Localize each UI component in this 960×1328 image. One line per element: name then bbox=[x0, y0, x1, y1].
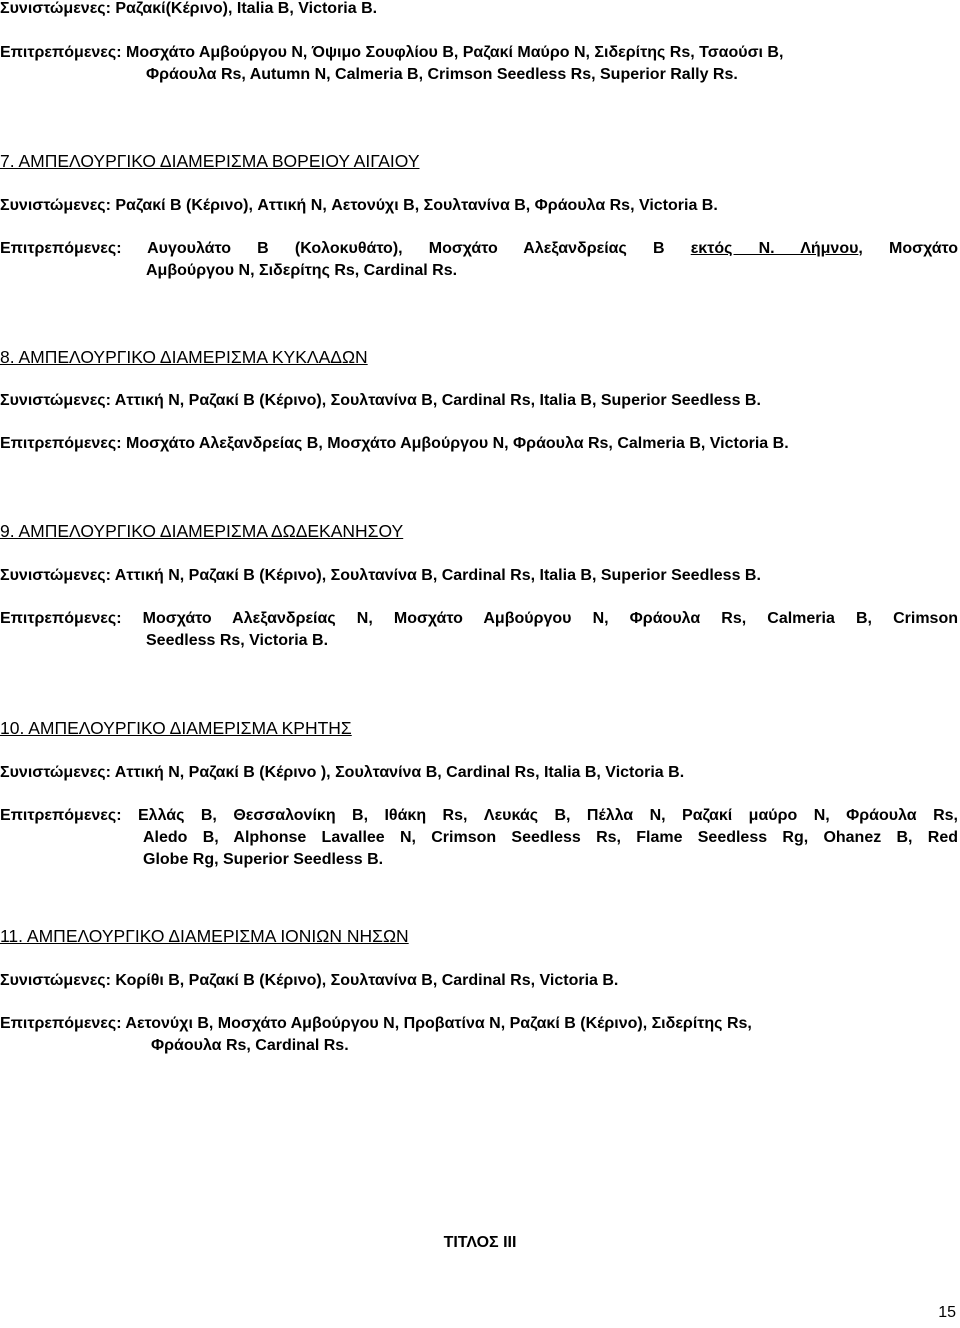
recommended-label: Συνιστώμενες: bbox=[0, 567, 111, 584]
recommended-varieties: Αττική N, Ραζακί B (Κέρινο), Σουλτανίνα B, Cardinal Rs, Italia B, Superior Seedless B. bbox=[110, 392, 761, 409]
recommended-label: Συνιστώμενες: bbox=[0, 764, 111, 781]
recommended-label: Συνιστώμενες: bbox=[0, 972, 111, 989]
recommended-varieties: Ραζακί B (Κέρινο), Αττική N, Αετονύχι B, Σουλτανίνα B, Φράουλα Rs, Victoria B. bbox=[110, 197, 718, 214]
permitted-label: Επιτρεπόμενες: bbox=[0, 435, 122, 452]
permitted-label: Επιτρεπόμενες: bbox=[0, 44, 122, 61]
intro-recommended bbox=[0, 0, 958, 20]
section-heading-11: 11. ΑΜΠΕΛΟΥΡΓΙΚΟ ΔΙΑΜΕΡΙΣΜΑ ΙΟΝΙΩΝ ΝΗΣΩΝ bbox=[0, 926, 409, 946]
section-10-permitted-line2: Aledo B, Alphonse Lavallee N, Crimson Seedless Rs, Flame Seedless Rg, Ohanez B, Red bbox=[143, 829, 958, 846]
recommended-label: Συνιστώμενες: bbox=[0, 0, 111, 17]
section-7-permitted-line2: Αμβούργου N, Σιδερίτης Rs, Cardinal Rs. bbox=[146, 262, 458, 279]
section-heading-7: 7. ΑΜΠΕΛΟΥΡΓΙΚΟ ΔΙΑΜΕΡΙΣΜΑ ΒΟΡΕΙΟΥ ΑΙΓΑΙΟΥ bbox=[0, 151, 420, 171]
section-7-permitted-line1: Επιτρεπόμενες: Αυγουλάτο B (Κολοκυθάτο), Μοσχάτο Αλεξανδρείας B εκτός Ν. Λήμνου, Μοσχάτο bbox=[0, 240, 958, 257]
permitted-varieties: Μοσχάτο Αλεξανδρείας B, Μοσχάτο Αμβούργου N, Φράουλα Rs, Calmeria B, Victoria B. bbox=[121, 435, 789, 452]
section-10-permitted-line3: Globe Rg, Superior Seedless B. bbox=[143, 851, 384, 868]
underlined-exception: εκτός Ν. Λήμνου bbox=[690, 240, 859, 257]
section-11-permitted-line1 bbox=[0, 1013, 958, 1035]
page-number: 15 bbox=[938, 1304, 956, 1321]
section-11-recommended bbox=[0, 970, 958, 992]
recommended-varieties: Ραζακί(Κέρινο), Italia B, Victoria B. bbox=[110, 0, 378, 17]
section-10-recommended bbox=[0, 762, 958, 784]
permitted-label: Επιτρεπόμενες: bbox=[0, 240, 122, 257]
section-heading-9: 9. ΑΜΠΕΛΟΥΡΓΙΚΟ ΔΙΑΜΕΡΙΣΜΑ ΔΩΔΕΚΑΝΗΣΟΥ bbox=[0, 521, 404, 541]
section-11-permitted-line2: Φράουλα Rs, Cardinal Rs. bbox=[151, 1037, 349, 1054]
recommended-label: Συνιστώμενες: bbox=[0, 392, 111, 409]
section-heading-8: 8. ΑΜΠΕΛΟΥΡΓΙΚΟ ΔΙΑΜΕΡΙΣΜΑ ΚΥΚΛΑΔΩΝ bbox=[0, 347, 368, 367]
intro-permitted-line2: Φράουλα Rs, Autumn N, Calmeria B, Crimson Seedless Rs, Superior Rally Rs. bbox=[146, 66, 738, 83]
intro-permitted-line1 bbox=[0, 42, 958, 64]
recommended-label: Συνιστώμενες: bbox=[0, 197, 111, 214]
recommended-varieties: Κορίθι B, Ραζακί B (Κέρινο), Σουλτανίνα B, Cardinal Rs, Victoria B. bbox=[110, 972, 619, 989]
permitted-label: Επιτρεπόμενες: bbox=[0, 807, 122, 824]
permitted-varieties: Μοσχάτο Αλεξανδρείας N, Μοσχάτο Αμβούργου N, Φράουλα Rs, Calmeria B, Crimson bbox=[121, 610, 958, 627]
section-9-permitted-line2: Seedless Rs, Victoria B. bbox=[146, 632, 329, 649]
recommended-varieties: Αττική N, Ραζακί B (Κέρινο), Σουλτανίνα B, Cardinal Rs, Italia B, Superior Seedless B. bbox=[110, 567, 761, 584]
section-heading-10: 10. ΑΜΠΕΛΟΥΡΓΙΚΟ ΔΙΑΜΕΡΙΣΜΑ ΚΡΗΤΗΣ bbox=[0, 718, 352, 738]
section-8-permitted-line1 bbox=[0, 433, 958, 455]
recommended-varieties: Αττική N, Ραζακί B (Κέρινο ), Σουλτανίνα B, Cardinal Rs, Italia B, Victoria B. bbox=[110, 764, 685, 781]
permitted-varieties: Αετονύχι B, Μοσχάτο Αμβούργου N, Προβατίνα N, Ραζακί B (Κέρινο), Σιδερίτης Rs, bbox=[121, 1015, 752, 1032]
title-iii: ΤΙΤΛΟΣ ΙΙΙ bbox=[443, 1234, 517, 1251]
section-9-recommended bbox=[0, 565, 958, 587]
permitted-label: Επιτρεπόμενες: bbox=[0, 610, 122, 627]
permitted-label: Επιτρεπόμενες: bbox=[0, 1015, 122, 1032]
section-7-recommended bbox=[0, 195, 958, 217]
section-8-recommended bbox=[0, 390, 958, 412]
permitted-varieties: Μοσχάτο Αμβούργου N, Όψιμο Σουφλίου B, Ραζακί Μαύρο N, Σιδερίτης Rs, Τσαούσι B, bbox=[121, 44, 784, 61]
section-10-permitted-line1 bbox=[0, 805, 958, 827]
permitted-varieties: Ελλάς B, Θεσσαλονίκη B, Ιθάκη Rs, Λευκάς B, Πέλλα N, Ραζακί μαύρο N, Φράουλα Rs, bbox=[121, 807, 958, 824]
section-9-permitted-line1 bbox=[0, 608, 958, 630]
